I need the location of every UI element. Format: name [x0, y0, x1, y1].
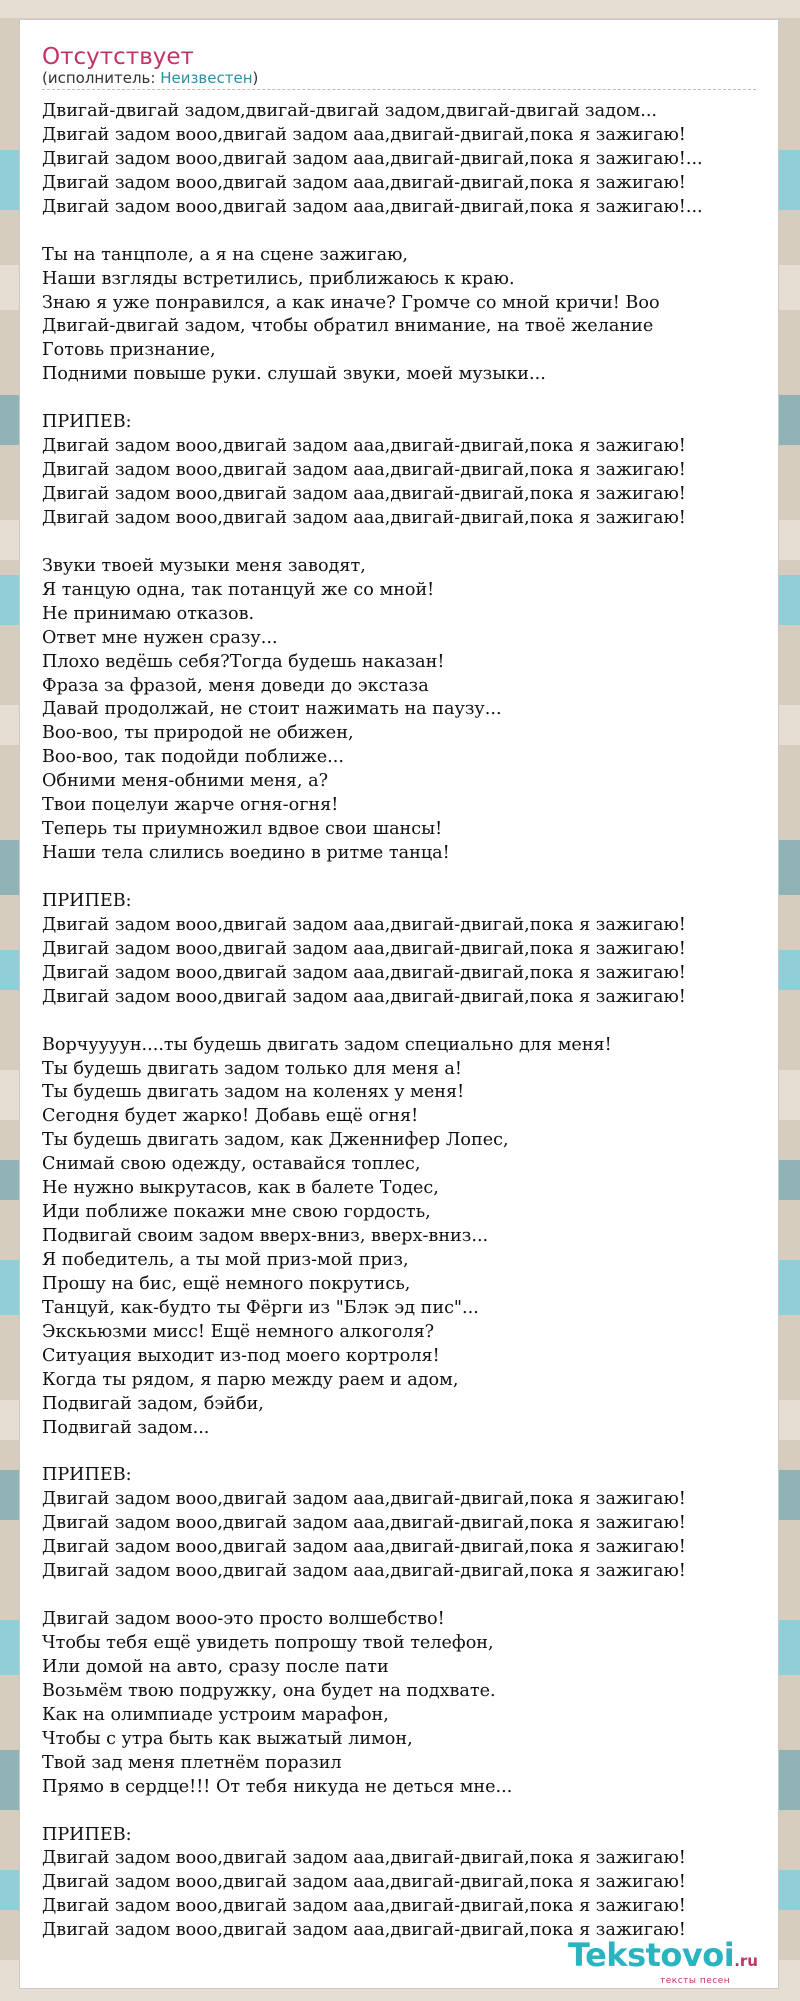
lyric-line: ПРИПЕВ:	[42, 1824, 132, 1845]
lyric-line: Когда ты рядом, я парю между раем и адом,	[42, 1369, 459, 1390]
lyrics-card	[20, 20, 778, 1988]
lyric-line: Ты будешь двигать задом, как Дженнифер Лопес,	[42, 1130, 509, 1151]
lyric-line: Знаю я уже понравился, а как иначе? Громче со мной кричи! Воо	[42, 292, 660, 313]
lyric-line: Ответ мне нужен сразу...	[42, 627, 278, 648]
lyric-line: Двигай задом вооо,двигай задом ааа,двигай-двигай,пока я зажигаю!	[42, 124, 686, 145]
lyric-line: Двигай задом вооо,двигай задом ааа,двигай-двигай,пока я зажигаю!...	[42, 148, 703, 169]
lyric-line: Воо-воо, ты природой не обижен,	[42, 723, 354, 744]
lyric-line: Чтобы тебя ещё увидеть попрошу твой телефон,	[42, 1633, 494, 1653]
lyric-line: Подвигай задом, бэйби,	[42, 1393, 264, 1414]
lyric-line: Ворчуууун....ты будешь двигать задом специально для меня!	[42, 1034, 612, 1055]
lyric-line: Давай продолжай, не стоит нажимать на паузу...	[42, 699, 502, 720]
performer-line	[42, 69, 258, 87]
lyric-line: Готовь признание,	[42, 340, 216, 361]
site-logo[interactable]	[568, 1936, 758, 1974]
lyric-line: Теперь ты приумножил вдвое свои шансы!	[42, 819, 443, 840]
lyric-line: ПРИПЕВ:	[42, 1465, 132, 1486]
lyric-line: Ты на танцполе, а я на сцене зажигаю,	[42, 244, 408, 265]
stanza-gap	[42, 220, 772, 244]
lyric-line: Двигай задом вооо,двигай задом ааа,двигай-двигай,пока я зажигаю!	[42, 460, 686, 481]
lyric-line: Наши взгляды встретились, приближаюсь к краю.	[42, 268, 515, 289]
lyric-line: Сегодня будет жарко! Добавь ещё огня!	[42, 1106, 419, 1127]
performer-link[interactable]: Неизвестен	[160, 69, 253, 87]
background-stripe	[0, 0, 800, 18]
lyric-line: Двигай-двигай задом, чтобы обратил внимание, на твоё желание	[42, 316, 654, 337]
lyric-line: Или домой на авто, сразу после пати	[42, 1656, 389, 1677]
stanza-gap	[42, 1441, 772, 1465]
lyric-line: Двигай задом вооо,двигай задом ааа,двигай-двигай,пока я зажигаю!	[42, 962, 686, 983]
lyric-line: Фраза за фразой, меня доведи до экстаза	[42, 675, 429, 696]
lyric-line: Твои поцелуи жарче огня-огня!	[42, 795, 339, 816]
performer-prefix: (исполнитель:	[42, 69, 161, 87]
lyric-line: Двигай задом вооо,двигай задом ааа,двигай-двигай,пока я зажигаю!	[42, 507, 686, 528]
lyric-line: Двигай задом вооо,двигай задом ааа,двигай-двигай,пока я зажигаю!	[42, 1896, 686, 1917]
lyric-line: Иди поближе покажи мне свою гордость,	[42, 1202, 431, 1223]
lyric-line: Звуки твоей музыки меня заводят,	[42, 555, 366, 576]
lyric-line: Подвигай задом...	[42, 1417, 210, 1438]
stanza-gap	[42, 866, 772, 890]
logo-tld: .ru	[734, 1952, 758, 1970]
lyric-line: ПРИПЕВ:	[42, 412, 132, 433]
lyric-line: Прямо в сердце!!! От тебя никуда не деться мне...	[42, 1776, 513, 1797]
lyric-line: Двигай задом вооо,двигай задом ааа,двигай-двигай,пока я зажигаю!	[42, 914, 686, 935]
lyric-line: Подними повыше руки. слушай звуки, моей музыки...	[42, 364, 546, 385]
lyric-line: Снимай свою одежду, оставайся топлес,	[42, 1154, 421, 1175]
lyric-line: Как на олимпиаде устроим марафон,	[42, 1704, 389, 1725]
lyric-line: Не принимаю отказов.	[42, 603, 255, 624]
lyrics-text	[42, 100, 772, 1943]
lyric-line: Двигай задом вооо,двигай задом ааа,двигай-двигай,пока я зажигаю!	[42, 436, 686, 457]
stanza-gap	[42, 1800, 772, 1824]
lyric-line: Обними меня-обними меня, а?	[42, 771, 329, 792]
lyric-line: Возьмём твою подружку, она будет на подхвате.	[42, 1680, 496, 1701]
logo-wordmark: Tekstovoi	[568, 1936, 735, 1974]
song-title: Отсутствует	[42, 44, 194, 70]
lyric-line: Двигай задом вооо,двигай задом ааа,двигай-двигай,пока я зажигаю!	[42, 484, 686, 504]
lyric-line: Двигай задом вооо,двигай задом ааа,двигай-двигай,пока я зажигаю!	[42, 1561, 686, 1582]
lyric-line: ПРИПЕВ:	[42, 890, 132, 911]
lyric-line: Ты будешь двигать задом на коленях у меня!	[42, 1082, 465, 1103]
lyric-line: Подвигай своим задом вверх-вниз, вверх-вниз...	[42, 1226, 489, 1247]
lyric-line: Двигай задом вооо,двигай задом ааа,двигай-двигай,пока я зажигаю!	[42, 1537, 686, 1558]
lyric-line: Наши тела слились воедино в ритме танца!	[42, 843, 450, 864]
lyric-line: Твой зад меня плетнём поразил	[42, 1752, 342, 1773]
lyric-line: Не нужно выкрутасов, как в балете Тодес,	[42, 1178, 439, 1199]
lyric-line: Двигай задом вооо,двигай задом ааа,двигай-двигай,пока я зажигаю!	[42, 938, 686, 959]
header-divider	[42, 89, 756, 90]
lyric-line: Двигай задом вооо,двигай задом ааа,двигай-двигай,пока я зажигаю!	[42, 1489, 686, 1510]
lyric-line: Двигай задом вооо,двигай задом ааа,двигай-двигай,пока я зажигаю!...	[42, 196, 703, 217]
stanza-gap	[42, 531, 772, 555]
lyric-line: Двигай задом вооо,двигай задом ааа,двигай-двигай,пока я зажигаю!	[42, 986, 686, 1007]
stanza-gap	[42, 1010, 772, 1034]
stanza-gap	[42, 387, 772, 411]
lyric-line: Экскьюзми мисс! Ещё немного алкоголя?	[42, 1321, 435, 1342]
lyric-line: Двигай задом вооо,двигай задом ааа,двигай-двигай,пока я зажигаю!	[42, 1872, 686, 1893]
lyric-line: Ты будешь двигать задом только для меня а!	[42, 1058, 462, 1079]
logo-tagline: тексты песен	[660, 1976, 731, 1986]
lyric-line: Двигай задом вооо-это просто волшебство!	[42, 1609, 445, 1630]
lyric-line: Двигай задом вооо,двигай задом ааа,двигай-двигай,пока я зажигаю!	[42, 1513, 686, 1534]
lyric-line: Ситуация выходит из-под моего кортроля!	[42, 1345, 440, 1366]
lyric-line: Воо-воо, так подойди поближе...	[42, 747, 344, 768]
lyric-line: Плохо ведёшь себя?Тогда будешь наказан!	[42, 651, 445, 672]
lyric-line: Прошу на бис, ещё немного покрутись,	[42, 1273, 411, 1294]
stanza-gap	[42, 1584, 772, 1608]
lyric-line: Танцуй, как-будто ты Фёрги из "Блэк эд пис"...	[42, 1297, 479, 1318]
lyric-line: Я победитель, а ты мой приз-мой приз,	[42, 1250, 409, 1270]
lyric-line: Чтобы с утра быть как выжатый лимон,	[42, 1728, 413, 1749]
lyric-line: Двигай-двигай задом,двигай-двигай задом,двигай-двигай задом...	[42, 101, 658, 121]
lyric-line: Двигай задом вооо,двигай задом ааа,двигай-двигай,пока я зажигаю!	[42, 1848, 686, 1869]
lyric-line: Двигай задом вооо,двигай задом ааа,двигай-двигай,пока я зажигаю!	[42, 1920, 686, 1941]
lyric-line: Я танцую одна, так потанцуй же со мной!	[42, 579, 435, 600]
performer-suffix: )	[252, 69, 259, 87]
lyric-line: Двигай задом вооо,двигай задом ааа,двигай-двигай,пока я зажигаю!	[42, 172, 686, 193]
